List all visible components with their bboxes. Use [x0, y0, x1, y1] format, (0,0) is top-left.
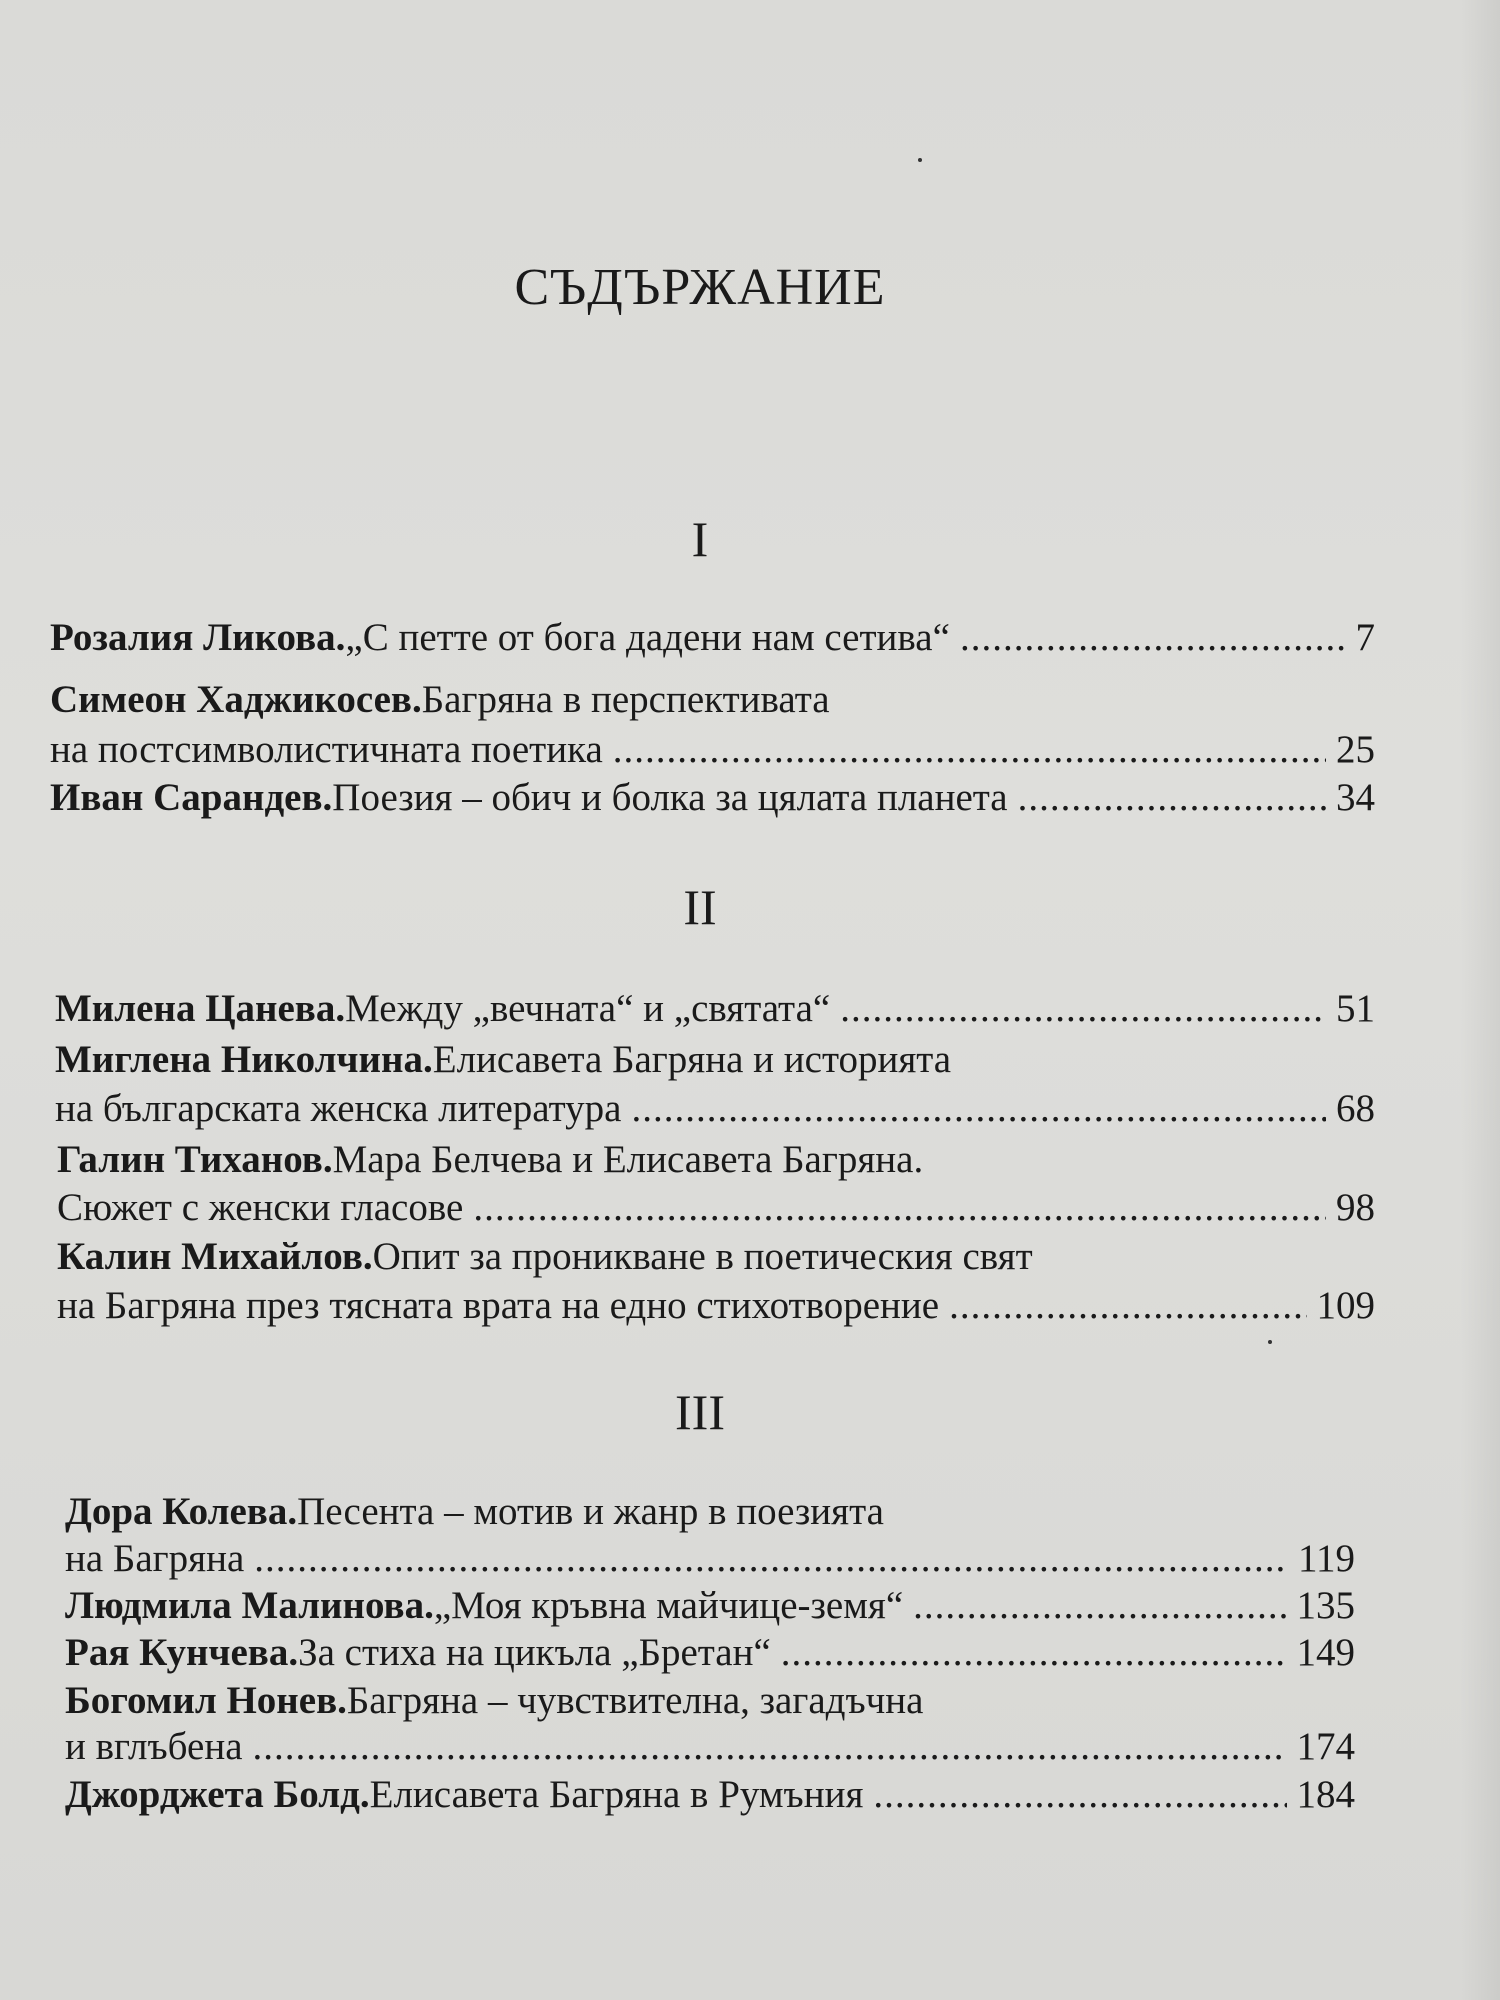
dot-leader — [253, 1723, 1287, 1771]
dot-leader — [1018, 774, 1326, 822]
toc-entry — [65, 1677, 1355, 1725]
toc-entry — [55, 985, 1375, 1033]
entry-author: Калин Михайлов. — [57, 1235, 373, 1278]
toc-entry — [65, 1629, 1355, 1677]
entry-title: Опит за проникване в поетическия свят — [372, 1235, 1033, 1278]
toc-entry — [65, 1582, 1355, 1630]
toc-entry-continuation — [57, 1184, 1375, 1232]
entry-page-number: 109 — [1316, 1284, 1375, 1327]
dot-leader — [840, 985, 1326, 1033]
entry-title: За стиха на цикъла „Бретан“ — [298, 1631, 771, 1674]
entry-title: Между „вечната“ и „святата“ — [345, 987, 831, 1030]
entry-page-number: 135 — [1296, 1584, 1355, 1627]
entry-page-number: 25 — [1336, 728, 1375, 771]
dot-leader — [781, 1629, 1287, 1677]
entry-title: Мара Белчева и Елисавета Багряна. — [332, 1138, 924, 1181]
entry-author: Рая Кунчева. — [65, 1631, 299, 1674]
entry-title-continued: и вглъбена — [65, 1725, 243, 1768]
entry-title: Елисавета Багряна и историята — [432, 1038, 952, 1081]
entry-author: Миглена Николчина. — [55, 1038, 433, 1081]
entry-title-continued: на българската женска литература — [55, 1087, 622, 1130]
entry-title: Песента – мотив и жанр в поезията — [297, 1490, 884, 1533]
entry-page-number: 68 — [1336, 1087, 1375, 1130]
entry-author: Симеон Хаджикосев. — [50, 678, 422, 721]
entry-author: Иван Сарандев. — [50, 776, 333, 819]
toc-entry-continuation — [50, 726, 1375, 774]
entry-title-continued: на постсимволистичната поетика — [50, 728, 603, 771]
entry-author: Людмила Малинова. — [65, 1584, 434, 1627]
dot-leader — [473, 1184, 1326, 1232]
entry-page-number: 51 — [1336, 987, 1375, 1030]
entry-title: „Моя кръвна майчице-земя“ — [433, 1584, 904, 1627]
entry-title: Елисавета Багряна в Румъния — [369, 1773, 864, 1816]
dot-leader — [949, 1282, 1306, 1330]
entry-page-number: 7 — [1355, 616, 1375, 659]
dot-leader — [960, 614, 1346, 662]
page-edge-shadow — [1460, 0, 1500, 2000]
dot-leader — [873, 1771, 1286, 1819]
dot-leader — [913, 1582, 1286, 1630]
paper-speck — [918, 158, 922, 162]
paper-speck — [1268, 1340, 1272, 1344]
entry-title: Багряна – чувствителна, загадъчна — [346, 1679, 924, 1722]
entry-author: Галин Тиханов. — [57, 1138, 333, 1181]
entry-author: Милена Цанева. — [55, 987, 346, 1030]
toc-entry — [50, 614, 1375, 662]
entry-author: Розалия Ликова. — [50, 616, 346, 659]
toc-entry — [50, 676, 1375, 724]
entry-author: Богомил Нонев. — [65, 1679, 347, 1722]
entry-page-number: 174 — [1296, 1725, 1355, 1768]
toc-entry — [57, 1233, 1375, 1281]
entry-title: Поезия – обич и болка за цялата планета — [332, 776, 1008, 819]
dot-leader — [631, 1085, 1326, 1133]
toc-entry-continuation — [65, 1723, 1355, 1771]
entry-author: Джорджета Болд. — [65, 1773, 370, 1816]
section-numeral-1: I — [691, 511, 709, 567]
entry-title: Багряна в перспективата — [421, 678, 830, 721]
toc-entry — [65, 1488, 1355, 1536]
section-numeral-2: II — [683, 879, 717, 935]
section-numeral-3: III — [675, 1384, 725, 1440]
dot-leader — [254, 1535, 1288, 1583]
dot-leader — [613, 726, 1326, 774]
toc-entry — [57, 1136, 1375, 1184]
toc-entry — [55, 1036, 1375, 1084]
entry-page-number: 149 — [1296, 1631, 1355, 1674]
toc-entry-continuation — [65, 1535, 1355, 1583]
entry-title-continued: на Багряна през тясната врата на едно стихотворение — [57, 1284, 940, 1327]
entry-title: „С петте от бога дадени нам сетива“ — [345, 616, 950, 659]
toc-entry-continuation — [55, 1085, 1375, 1133]
entry-page-number: 98 — [1336, 1186, 1375, 1229]
entry-title-continued: Сюжет с женски гласове — [57, 1186, 464, 1229]
entry-page-number: 119 — [1297, 1537, 1355, 1580]
toc-entry — [50, 774, 1375, 822]
entry-page-number: 184 — [1296, 1773, 1355, 1816]
toc-entry — [65, 1771, 1355, 1819]
page-title: СЪДЪРЖАНИЕ — [514, 259, 886, 316]
entry-page-number: 34 — [1336, 776, 1375, 819]
toc-entry-continuation — [57, 1282, 1375, 1330]
entry-author: Дора Колева. — [65, 1490, 298, 1533]
entry-title-continued: на Багряна — [65, 1537, 245, 1580]
